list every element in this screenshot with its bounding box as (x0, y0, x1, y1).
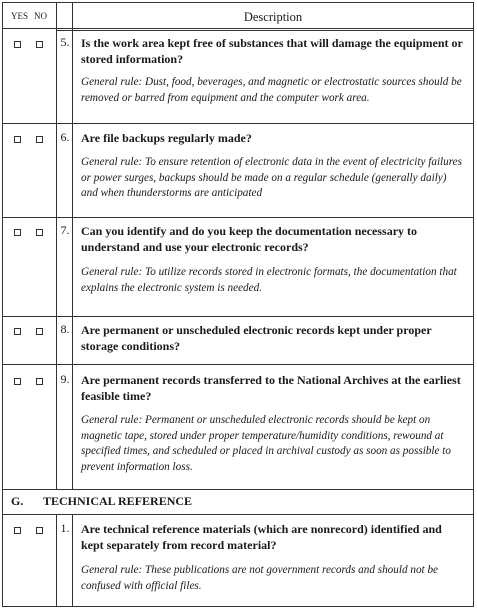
item-question: Is the work area kept free of substances that will damage the equipment or stored information? (81, 36, 463, 66)
item-question: Are permanent or unscheduled electronic records kept under proper storage conditions? (81, 323, 432, 353)
item-number: 8. (60, 322, 70, 336)
section-letter: G. (11, 494, 24, 508)
column-divider (56, 514, 57, 606)
yes-checkbox[interactable] (14, 136, 21, 143)
row-divider (3, 217, 473, 218)
row-divider (3, 364, 473, 365)
no-checkbox[interactable] (36, 229, 43, 236)
yes-checkbox[interactable] (14, 378, 21, 385)
row-divider (3, 123, 473, 124)
no-checkbox[interactable] (36, 527, 43, 534)
item-number: 9. (60, 372, 70, 386)
yes-column-header: YES (11, 11, 29, 21)
row-divider (3, 514, 473, 515)
item-rule: General rule: To utilize records stored in electronic formats, the documentation that explains the electronic system is needed. (81, 266, 457, 294)
row-divider (3, 28, 473, 29)
item-rule: General rule: These publications are not government records and should not be confused with official files. (81, 564, 439, 592)
item-number: 6. (60, 130, 70, 144)
item-number: 1. (60, 521, 70, 535)
column-divider (56, 3, 57, 489)
row-divider (3, 316, 473, 317)
yes-checkbox[interactable] (14, 328, 21, 335)
description-column-header: Description (243, 10, 303, 24)
column-divider (72, 3, 73, 489)
item-question: Are technical reference materials (which are nonrecord) identified and kept separately from record material? (81, 522, 442, 552)
checklist-table (2, 2, 474, 607)
no-checkbox[interactable] (36, 41, 43, 48)
no-checkbox[interactable] (36, 378, 43, 385)
item-rule: General rule: To ensure retention of electronic data in the event of electricity failures or power surges, backups should be made on a regular schedule (generally daily) and when thunderstorms are anticipated (81, 156, 463, 199)
item-rule: General rule: Dust, food, beverages, and magnetic or electrostatic sources should be removed or barred from equipment and the computer work area. (81, 76, 462, 104)
yes-checkbox[interactable] (14, 229, 21, 236)
item-question: Are file backups regularly made? (81, 131, 252, 145)
item-question: Can you identify and do you keep the documentation necessary to understand and use your electronic records? (81, 224, 418, 254)
item-question: Are permanent records transferred to the National Archives at the earliest feasible time? (81, 373, 461, 403)
row-divider (3, 489, 473, 490)
no-checkbox[interactable] (36, 328, 43, 335)
yes-checkbox[interactable] (14, 527, 21, 534)
item-number: 7. (60, 223, 70, 237)
no-column-header: NO (34, 11, 47, 21)
section-title: TECHNICAL REFERENCE (43, 494, 193, 508)
item-rule: General rule: Permanent or unscheduled electronic records should be kept on magnetic tape, stored under proper temperature/humidity conditions, rewound at specified times, and scheduled or placed in archival custody as soon as possible to prevent information loss. (81, 414, 451, 473)
column-divider (72, 514, 73, 606)
yes-checkbox[interactable] (14, 41, 21, 48)
no-checkbox[interactable] (36, 136, 43, 143)
row-divider (57, 30, 473, 31)
item-number: 5. (60, 35, 70, 49)
